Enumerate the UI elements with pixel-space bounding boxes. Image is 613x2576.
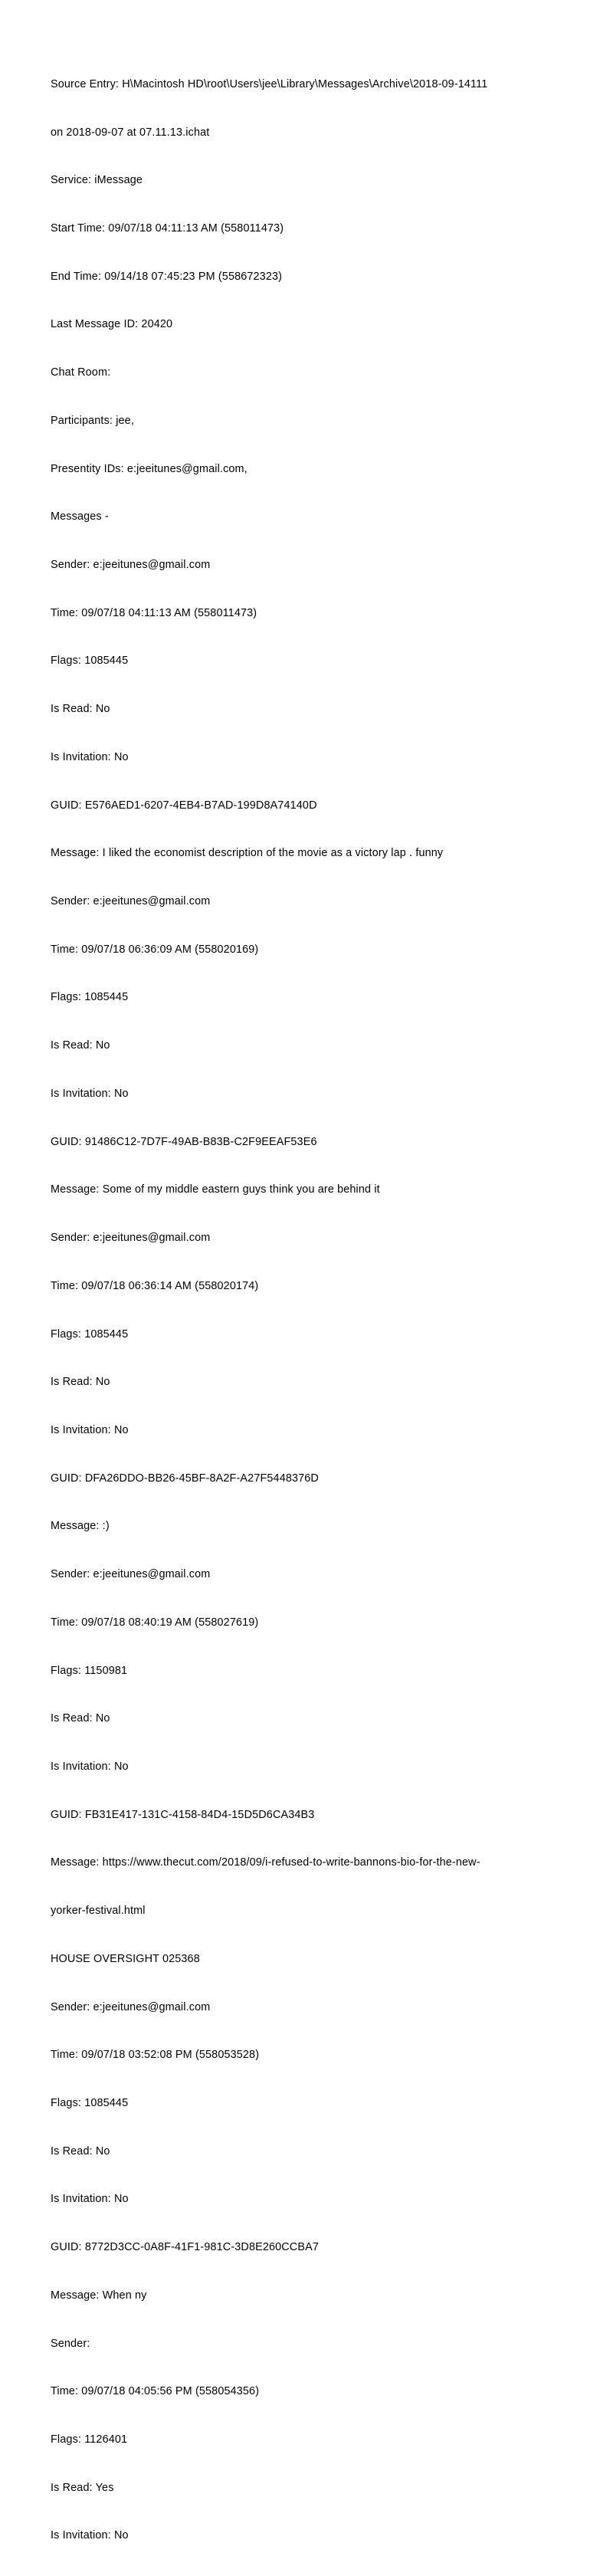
text-line: Sender:: [51, 2337, 90, 2350]
text-line: GUID: E576AED1-6207-4EB4-B7AD-199D8A74140D: [51, 799, 317, 812]
text-line: Is Read: Yes: [51, 2481, 114, 2494]
text-line: Is Read: No: [51, 1039, 110, 1052]
text-line: Flags: 1150981: [51, 1664, 128, 1677]
text-line: Time: 09/07/18 08:40:19 AM (558027619): [51, 1616, 259, 1629]
text-line: yorker-festival.html: [51, 1905, 146, 1918]
text-line: HOUSE OVERSIGHT 025368: [51, 1952, 200, 1965]
text-line: Source Entry: H\Macintosh HD\root\Users\jee\Library\Messages\Archive\2018-09-14111: [51, 77, 488, 90]
text-line: Chat Room:: [51, 366, 111, 379]
text-line: Participants: jee,: [51, 414, 134, 427]
text-line: Is Read: No: [51, 1712, 110, 1725]
text-line: Sender: e:jeeitunes@gmail.com: [51, 559, 211, 571]
text-line: Message: https://www.thecut.com/2018/09/i-refused-to-write-bannons-bio-for-the-new-: [51, 1856, 480, 1869]
text-line: Message: :): [51, 1520, 110, 1533]
text-line: GUID: 8772D3CC-0A8F-41F1-981C-3D8E260CCBA7: [51, 2241, 319, 2254]
message-archive-transcript: [51, 44, 567, 2576]
text-line: Is Read: No: [51, 1376, 110, 1389]
text-line: Service: iMessage: [51, 174, 143, 187]
text-line: Message: I liked the economist description of the movie as a victory lap . funny: [51, 847, 444, 860]
text-line: Sender: e:jeeitunes@gmail.com: [51, 2000, 211, 2013]
text-line: Is Invitation: No: [51, 2529, 129, 2542]
text-line: Message: Some of my middle eastern guys think you are behind it: [51, 1183, 380, 1196]
text-line: Is Invitation: No: [51, 1423, 129, 1436]
text-line: Message: When ny: [51, 2289, 147, 2302]
text-line: GUID: DFA26DDO-BB26-45BF-8A2F-A27F5448376D: [51, 1472, 319, 1485]
text-line: GUID: FB31E417-131C-4158-84D4-15D5D6CA34B3: [51, 1808, 315, 1821]
text-line: Is Invitation: No: [51, 1760, 129, 1773]
text-line: Time: 09/07/18 04:11:13 AM (558011473): [51, 606, 257, 619]
text-line: Presentity IDs: e:jeeitunes@gmail.com,: [51, 462, 247, 475]
text-line: on 2018-09-07 at 07.11.13.ichat: [51, 126, 210, 139]
text-line: Flags: 1126401: [51, 2433, 128, 2446]
text-line: Flags: 1085445: [51, 991, 129, 1004]
text-line: Sender: e:jeeitunes@gmail.com: [51, 1568, 211, 1581]
text-line: Flags: 1085445: [51, 2097, 129, 2109]
text-line: Sender: e:jeeitunes@gmail.com: [51, 895, 211, 908]
text-line: Flags: 1085445: [51, 1327, 129, 1341]
text-line: Time: 09/07/18 04:05:56 PM (558054356): [51, 2385, 260, 2398]
text-line: Sender: e:jeeitunes@gmail.com: [51, 1232, 211, 1245]
text-line: End Time: 09/14/18 07:45:23 PM (558672323): [51, 270, 283, 283]
text-line: Is Read: No: [51, 703, 110, 716]
text-line: Last Message ID: 20420: [51, 318, 173, 331]
text-line: Messages -: [51, 510, 109, 523]
text-line: GUID: 91486C12-7D7F-49AB-B83B-C2F9EEAF53E6: [51, 1135, 317, 1148]
text-line: Start Time: 09/07/18 04:11:13 AM (558011473): [51, 222, 284, 235]
text-line: Flags: 1085445: [51, 655, 129, 668]
text-line: Is Invitation: No: [51, 2193, 129, 2206]
text-line: Time: 09/07/18 06:36:14 AM (558020174): [51, 1279, 259, 1292]
text-line: Is Invitation: No: [51, 1087, 129, 1100]
text-line: Time: 09/07/18 06:36:09 AM (558020169): [51, 943, 259, 956]
text-line: Time: 09/07/18 03:52:08 PM (558053528): [51, 2049, 260, 2062]
text-line: Is Read: No: [51, 2144, 110, 2158]
text-line: Is Invitation: No: [51, 750, 129, 763]
